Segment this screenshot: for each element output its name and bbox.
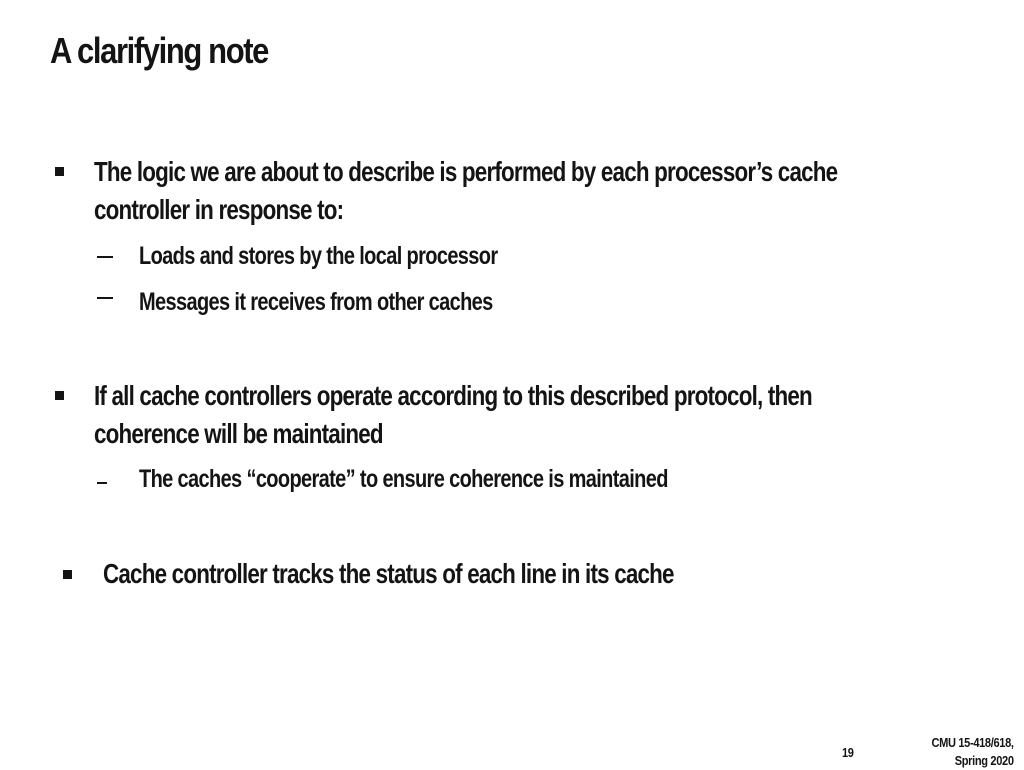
course-label-line1: CMU 15-418/618, — [931, 735, 1014, 750]
bullet-marker — [55, 167, 64, 176]
sub-bullet-text: The caches “cooperate” to ensure coherence is maintained — [139, 465, 668, 493]
slide-title: A clarifying note — [50, 30, 269, 71]
bullet-marker — [55, 391, 64, 400]
bullet-text: coherence will be maintained — [94, 418, 383, 449]
page-number: 19 — [842, 745, 854, 760]
sub-bullet-dash — [97, 256, 113, 258]
bullet-text: If all cache controllers operate according to this described protocol, then — [94, 380, 812, 411]
bullet-text: controller in response to: — [94, 194, 344, 225]
bullet-text: The logic we are about to describe is performed by each processor’s cache — [94, 156, 838, 187]
bullet-marker — [63, 570, 72, 579]
sub-bullet-text: Messages it receives from other caches — [139, 288, 493, 316]
sub-bullet-text: Loads and stores by the local processor — [139, 242, 498, 270]
course-label — [932, 734, 1014, 770]
sub-bullet-dash — [97, 482, 107, 484]
sub-bullet-dash — [97, 297, 113, 299]
bullet-text: Cache controller tracks the status of each line in its cache — [103, 558, 674, 589]
course-label-line2: Spring 2020 — [955, 753, 1014, 768]
